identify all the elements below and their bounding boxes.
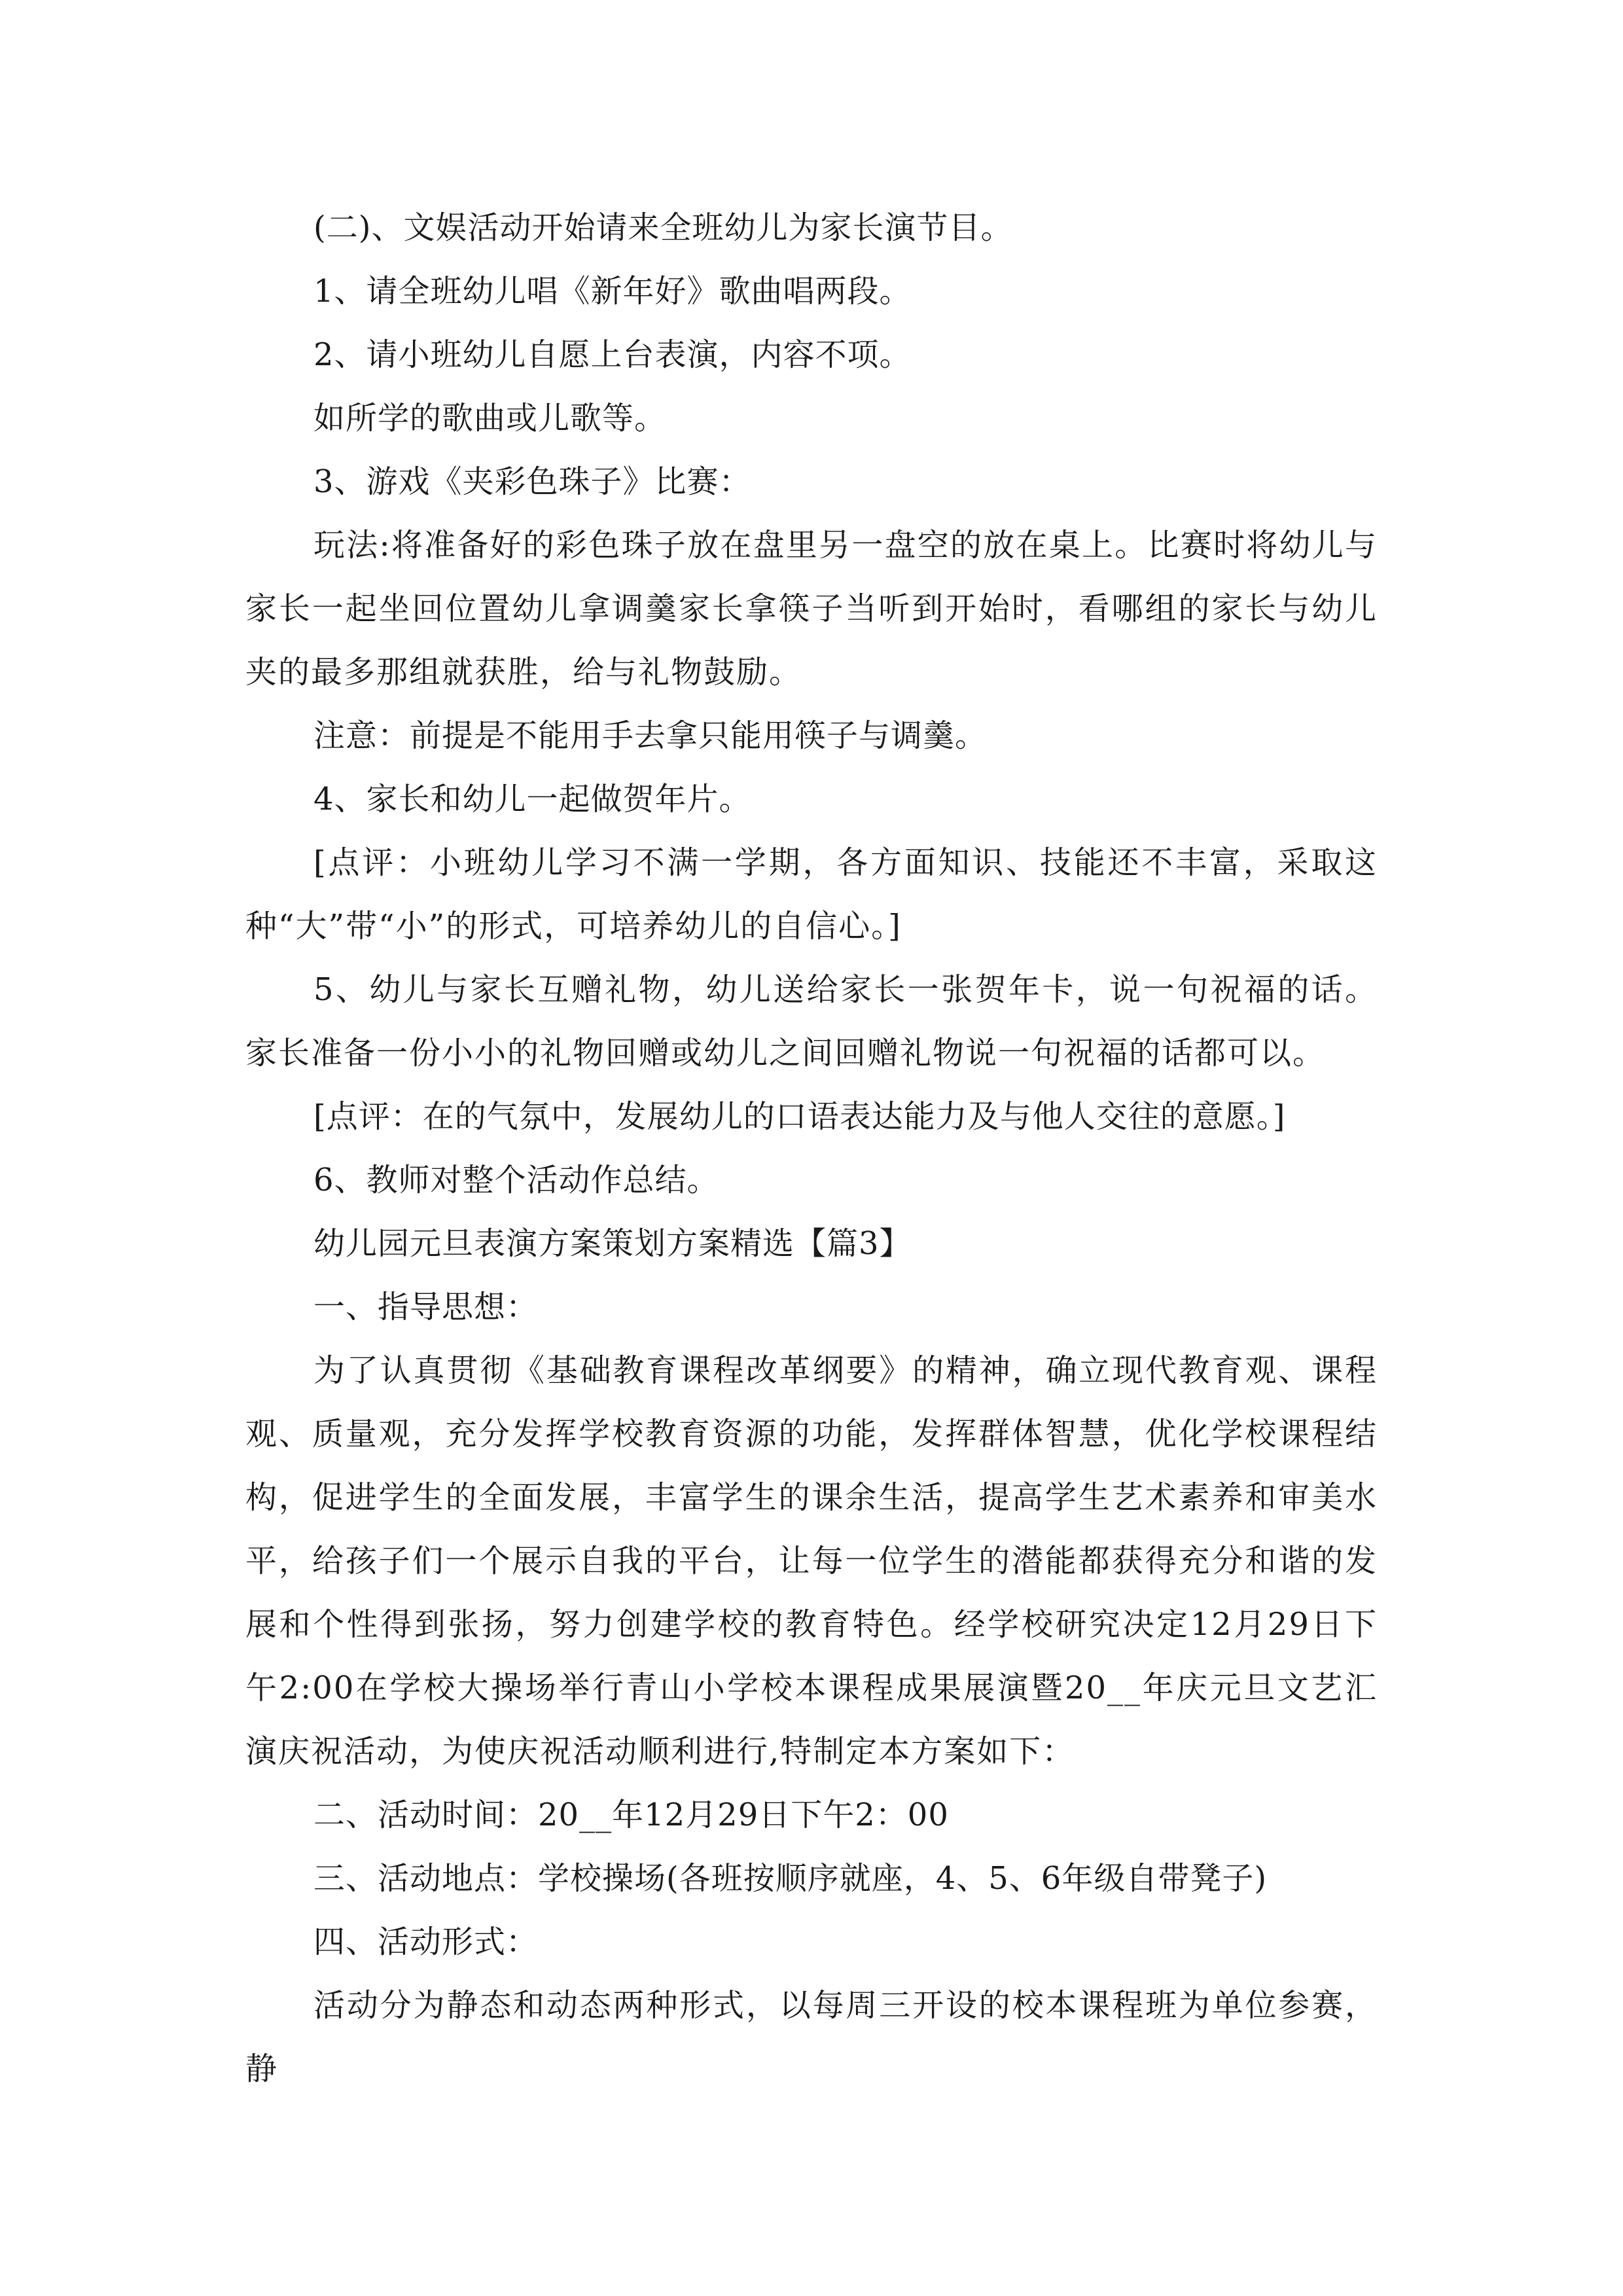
paragraph-comment-1: [点评：小班幼儿学习不满一学期，各方面知识、技能还不丰富，采取这种“大”带“小”的形式，可培养幼儿的自信心。] [245,844,1378,944]
paragraph-guiding-ideology: 为了认真贯彻《基础教育课程改革纲要》的精神，确立现代教育观、课程观、质量观，充分发挥学校教育资源的功能，发挥群体智慧，优化学校课程结构，促进学生的全面发展，丰富学生的课余生活，提高学生艺术素养和审美水平，给孩子们一个展示自我的平台，让每一位学生的潜能都获得充分和谐的发展和个性得到张扬，努力创建学校的教育特色。经学校研究决定12月29日下午2:00在学校大操场举行青山小学校本课程成果展演暨20__年庆元旦文艺汇演庆祝活动，为使庆祝活动顺利进行,特制定本方案如下： [245,1352,1378,1770]
paragraph-item-5: 5、幼儿与家长互赠礼物，幼儿送给家长一张贺年卡，说一句祝福的话。家长准备一份小小的礼物回赠或幼儿之间回赠礼物说一句祝福的话都可以。 [245,971,1378,1071]
heading-activity-format: 四、活动形式： [313,1924,539,1960]
paragraph-item-3: 3、游戏《夹彩色珠子》比赛： [313,463,751,500]
heading-guiding-ideology: 一、指导思想： [313,1289,539,1325]
paragraph-item-1: 1、请全班幼儿唱《新年好》歌曲唱两段。 [313,273,912,310]
paragraph-item-2-note: 如所学的歌曲或儿歌等。 [313,400,667,437]
paragraph-game-rules: 玩法:将准备好的彩色珠子放在盘里另一盘空的放在桌上。比赛时将幼儿与家长一起坐回位置幼儿拿调羹家长拿筷子当听到开始时，看哪组的家长与幼儿夹的最多那组就获胜，给与礼物鼓励。 [245,527,1378,691]
section-heading-part-3: 幼儿园元旦表演方案策划方案精选【篇3】 [313,1225,912,1262]
paragraph-item-4: 4、家长和幼儿一起做贺年片。 [313,781,751,817]
paragraph-section-entertainment: (二)、文娱活动开始请来全班幼儿为家长演节目。 [313,209,1013,246]
paragraph-activity-time: 二、活动时间：20__年12月29日下午2：00 [313,1797,949,1833]
paragraph-activity-format: 活动分为静态和动态两种形式，以每周三开设的校本课程班为单位参赛，静 [245,1987,1378,2087]
paragraph-activity-location: 三、活动地点：学校操场(各班按顺序就座，4、5、6年级自带凳子) [313,1860,1268,1897]
paragraph-item-6: 6、教师对整个活动作总结。 [313,1162,719,1198]
paragraph-comment-2: [点评：在的气氛中，发展幼儿的口语表达能力及与他人交往的意愿。] [313,1098,1286,1135]
paragraph-attention: 注意：前提是不能用手去拿只能用筷子与调羹。 [313,717,988,754]
paragraph-item-2: 2、请小班幼儿自愿上台表演，内容不项。 [313,336,912,373]
document-body [245,196,1378,2101]
